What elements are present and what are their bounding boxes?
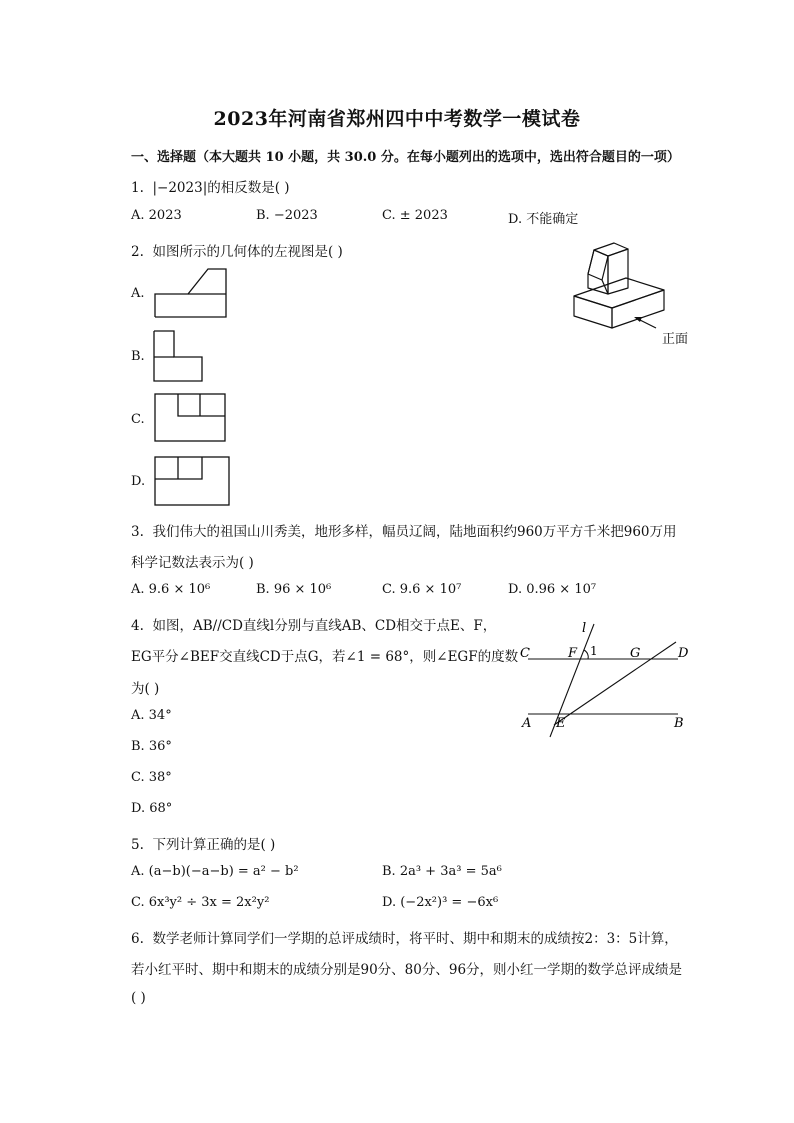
option-d-figure: [150, 452, 234, 510]
question-stem-line: 我们伟大的祖国山川秀美，地形多样，幅员辽阔，陆地面积约960万平方千米把960万用: [152, 524, 677, 540]
option-b[interactable]: B.: [131, 349, 145, 364]
question-stem-line: 若小红平时、期中和期末的成绩分别是90分、80分、96分，则小红一学期的数学总评成绩是: [131, 962, 683, 978]
option-a[interactable]: A.: [131, 286, 145, 301]
label-c: C: [520, 646, 530, 661]
option-a[interactable]: A. 34°: [131, 708, 172, 723]
question-stem: 如图所示的几何体的左视图是( ): [152, 244, 343, 260]
option-b[interactable]: B. 2a³ + 3a³ = 5a⁶: [382, 864, 502, 879]
question-stem-line: 如图，AB//CD直线l分别与直线AB、CD相交于点E、F，: [152, 618, 497, 634]
question-number: 5.: [131, 837, 144, 853]
question-1: [131, 176, 290, 196]
page-title: 2023年河南省郑州四中中考数学一模试卷: [213, 108, 581, 130]
option-c[interactable]: C. ± 2023: [382, 208, 448, 223]
label-angle-1: 1: [590, 644, 598, 658]
question-number: 4.: [131, 618, 144, 634]
option-b[interactable]: B. 96 × 10⁶: [256, 582, 332, 597]
option-a[interactable]: A. (a−b)(−a−b) = a² − b²: [131, 864, 299, 879]
question-3: [131, 520, 677, 540]
question-6: [131, 927, 678, 947]
option-c[interactable]: C.: [131, 412, 145, 427]
front-view-label: 正面: [662, 332, 689, 347]
option-d[interactable]: D. 不能确定: [508, 212, 579, 227]
parallel-lines-figure: [516, 612, 698, 742]
question-5: [131, 833, 275, 853]
option-d[interactable]: D. 68°: [131, 801, 173, 816]
option-a[interactable]: A. 2023: [131, 208, 182, 223]
section-header: 一、选择题（本大题共 10 小题，共 30.0 分。在每小题列出的选项中，选出符合题目的一项）: [131, 150, 680, 165]
question-number: 1.: [131, 180, 144, 196]
option-b-figure: [150, 328, 206, 384]
option-b[interactable]: B. 36°: [131, 739, 172, 754]
label-d: D: [678, 646, 689, 661]
option-a[interactable]: A. 9.6 × 10⁶: [131, 582, 211, 597]
question-stem-line: 数学老师计算同学们一学期的总评成绩时，将平时、期中和期末的成绩按2：3：5计算，: [152, 931, 678, 947]
question-number: 3.: [131, 524, 144, 540]
option-d[interactable]: D. 0.96 × 10⁷: [508, 582, 597, 597]
option-a-figure: [150, 264, 230, 320]
label-f: F: [568, 646, 578, 661]
option-c[interactable]: C. 38°: [131, 770, 172, 785]
label-b: B: [674, 716, 684, 731]
question-number: 6.: [131, 931, 144, 947]
option-d[interactable]: D. (−2x²)³ = −6x⁶: [382, 895, 499, 910]
option-c[interactable]: C. 6x³y² ÷ 3x = 2x²y²: [131, 895, 270, 910]
label-a: A: [522, 716, 532, 731]
question-stem: |−2023|的相反数是( ): [152, 180, 290, 196]
question-stem-line: EG平分∠BEF交直线CD于点G，若∠1 = 68°，则∠EGF的度数: [131, 649, 519, 665]
label-g: G: [630, 646, 641, 661]
label-e: E: [556, 716, 566, 731]
option-b[interactable]: B. −2023: [256, 208, 318, 223]
question-4: [131, 614, 496, 634]
question-stem-line: 科学记数法表示为( ): [131, 555, 254, 571]
option-c-figure: [150, 390, 230, 446]
option-c[interactable]: C. 9.6 × 10⁷: [382, 582, 462, 597]
question-number: 2.: [131, 244, 144, 260]
option-d[interactable]: D.: [131, 474, 146, 489]
label-l: l: [582, 621, 587, 636]
question-stem-line: ( ): [131, 990, 146, 1006]
question-stem-line: 为( ): [131, 681, 160, 697]
question-stem: 下列计算正确的是( ): [152, 837, 276, 853]
question-2: [131, 240, 343, 260]
